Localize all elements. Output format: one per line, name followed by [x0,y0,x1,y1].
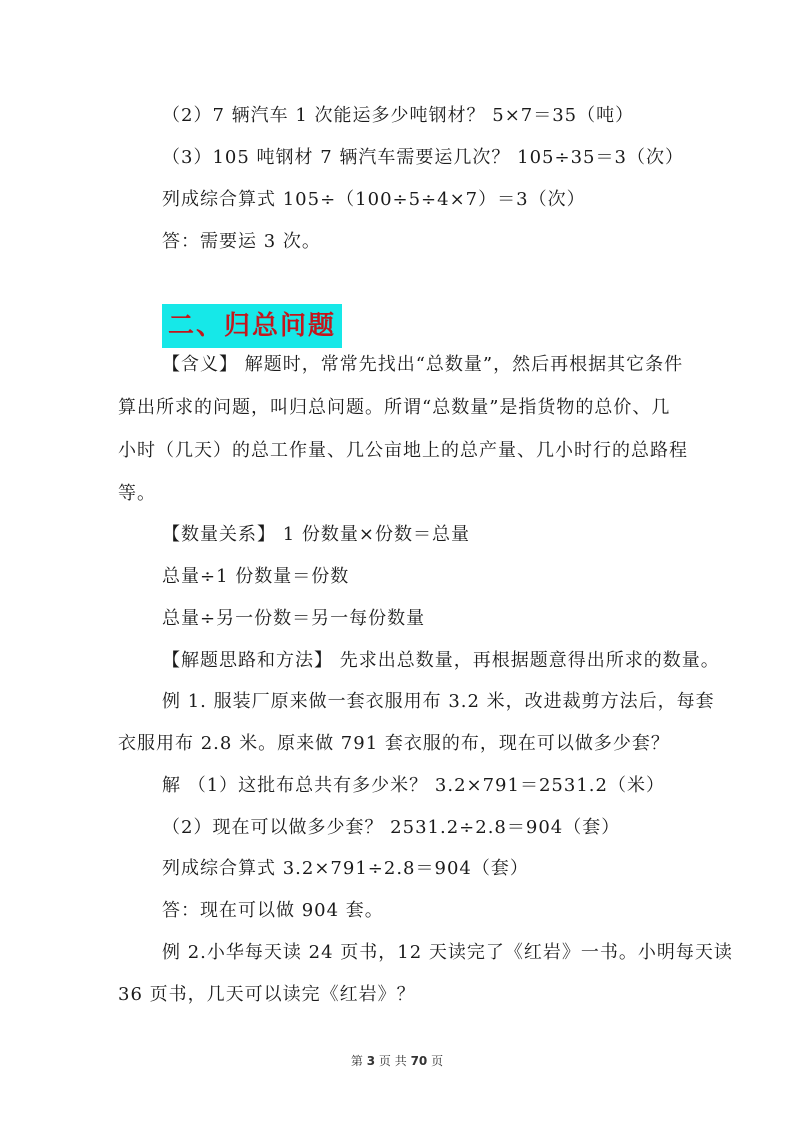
footer-total-pages: 70 [410,1054,428,1068]
relation-line: 总量÷1 份数量＝份数 [162,566,350,587]
footer-suffix: 页 [431,1054,444,1068]
meaning-line: 【含义】 解题时，常常先找出“总数量”，然后再根据其它条件 [162,354,684,375]
relation-line: 总量÷另一份数＝另一每份数量 [162,608,426,629]
meaning-line: 小时（几天）的总工作量、几公亩地上的总产量、几小时行的总路程 [118,440,688,461]
meaning-line: 等。 [118,483,156,504]
text-line: （3）105 吨钢材 7 辆汽车需要运几次？ 105÷35＝3（次） [162,147,684,168]
text-line: （2）7 辆汽车 1 次能运多少吨钢材？ 5×7＝35（吨） [162,105,635,126]
text-line: 列成综合算式 105÷（100÷5÷4×7）＝3（次） [162,189,586,210]
meaning-line: 算出所求的问题，叫归总问题。所谓“总数量”是指货物的总价、几 [118,397,671,418]
method-line: 【解题思路和方法】 先求出总数量，再根据题意得出所求的数量。 [162,650,720,671]
example1-line: 例 1. 服装厂原来做一套衣服用布 3.2 米，改进裁剪方法后，每套 [162,691,715,712]
example1-line: 衣服用布 2.8 米。原来做 791 套衣服的布，现在可以做多少套？ [118,733,670,754]
example1-line: 答：现在可以做 904 套。 [162,900,384,921]
example1-line: 解 （1）这批布总共有多少米？ 3.2×791＝2531.2（米） [162,775,665,796]
example1-line: 列成综合算式 3.2×791÷2.8＝904（套） [162,858,529,879]
footer-prefix: 第 [350,1054,363,1068]
relation-line: 【数量关系】 1 份数量×份数＝总量 [162,524,470,545]
example2-line: 36 页书，几天可以读完《红岩》？ [118,984,416,1005]
text-line: 答：需要运 3 次。 [162,231,321,252]
footer-mid: 页 共 [378,1054,407,1068]
example2-line: 例 2.小华每天读 24 页书，12 天读完了《红岩》一书。小明每天读 [162,942,733,963]
page-footer [0,1052,794,1069]
example1-line: （2）现在可以做多少套？ 2531.2÷2.8＝904（套） [162,817,621,838]
footer-page-number: 3 [366,1054,376,1068]
section-heading: 二、归总问题 [162,304,342,348]
